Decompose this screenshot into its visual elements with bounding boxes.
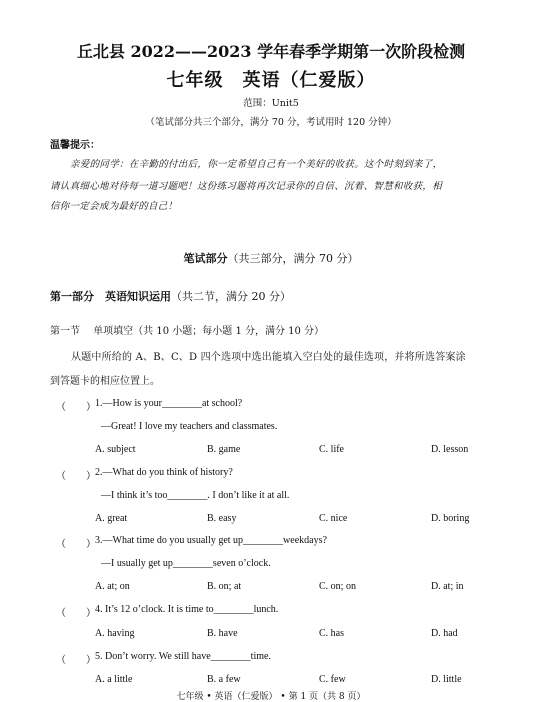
option-d: D. little <box>431 674 462 685</box>
tips-line-3: 信你一定会成为最好的自己！ <box>50 201 178 212</box>
option-d: D. boring <box>431 513 470 524</box>
option-b: B. game <box>207 444 241 455</box>
tips-line-1: 亲爱的同学：在辛勤的付出后，你一定希望自己有一个美好的收获。这个时刻到来了， <box>70 159 443 170</box>
option-c: C. has <box>319 628 344 639</box>
answer-paren: （ ） <box>56 402 96 413</box>
question-dialog-reply: —I usually get up________seven o’clock. <box>101 558 271 569</box>
answer-paren: （ ） <box>56 471 96 482</box>
part1-label: 第一部分 英语知识运用 <box>50 290 171 303</box>
option-c: C. on; on <box>319 581 356 592</box>
option-a: A. a little <box>95 674 133 685</box>
part1-heading <box>50 288 291 304</box>
tips-line-2: 请认真细心地对待每一道习题吧！这份练习题将再次记录你的自信、沉着、智慧和收获，相 <box>50 181 443 192</box>
question-text: 1.—How is your________at school? <box>95 398 243 409</box>
exam-title: 丘北县 2022——2023 学年春季学期第一次阶段检测 <box>76 42 466 61</box>
option-b: B. have <box>207 628 238 639</box>
written-part-detail: （共三部分，满分 70 分） <box>227 252 359 265</box>
answer-paren: （ ） <box>56 655 96 666</box>
option-c: C. life <box>319 444 344 455</box>
written-part-label: 笔试部分 <box>183 252 228 265</box>
option-c: C. few <box>319 674 346 685</box>
option-b: B. a few <box>207 674 241 685</box>
page-footer: 七年级 • 英语（仁爱版） • 第 1 页（共 8 页） <box>176 692 366 702</box>
option-a: A. subject <box>95 444 136 455</box>
option-b: B. easy <box>207 513 237 524</box>
option-c: C. nice <box>319 513 348 524</box>
part1-detail: （共二节，满分 20 分） <box>171 290 291 303</box>
question-text: 3.—What time do you usually get up________weekdays? <box>95 535 327 546</box>
question-text: 2.—What do you think of history? <box>95 467 233 478</box>
option-d: D. lesson <box>431 444 469 455</box>
section1-instruction-line-1: 从题中所给的 A、B、C、D 四个选项中选出能填入空白处的最佳选项，并将所选答案涂 <box>71 352 466 363</box>
option-a: A. at; on <box>95 581 130 592</box>
section1-heading: 第一节 单项填空（共 10 小题；每小题 1 分，满分 10 分） <box>50 326 325 337</box>
option-a: A. having <box>95 628 135 639</box>
option-d: D. had <box>431 628 458 639</box>
answer-paren: （ ） <box>56 608 96 619</box>
tips-label: 温馨提示： <box>50 140 100 151</box>
question-dialog-reply: —I think it’s too________. I don’t like it at all. <box>101 490 290 501</box>
option-d: D. at; in <box>431 581 464 592</box>
answer-paren: （ ） <box>56 539 96 550</box>
option-a: A. great <box>95 513 128 524</box>
question-text: 4. It’s 12 o’clock. It is time to________lunch. <box>95 604 279 615</box>
option-b: B. on; at <box>207 581 242 592</box>
exam-info: （笔试部分共三个部分，满分 70 分，考试用时 120 分钟） <box>145 117 397 128</box>
question-text: 5. Don’t worry. We still have________time. <box>95 651 271 662</box>
section1-instruction-line-2: 到答题卡的相应位置上。 <box>50 376 160 387</box>
written-part-heading <box>0 250 542 266</box>
exam-scope: 范围：Unit5 <box>243 98 299 109</box>
exam-subtitle: 七年级 英语（仁爱版） <box>166 70 376 91</box>
question-dialog-reply: —Great! I love my teachers and classmates. <box>101 421 278 432</box>
